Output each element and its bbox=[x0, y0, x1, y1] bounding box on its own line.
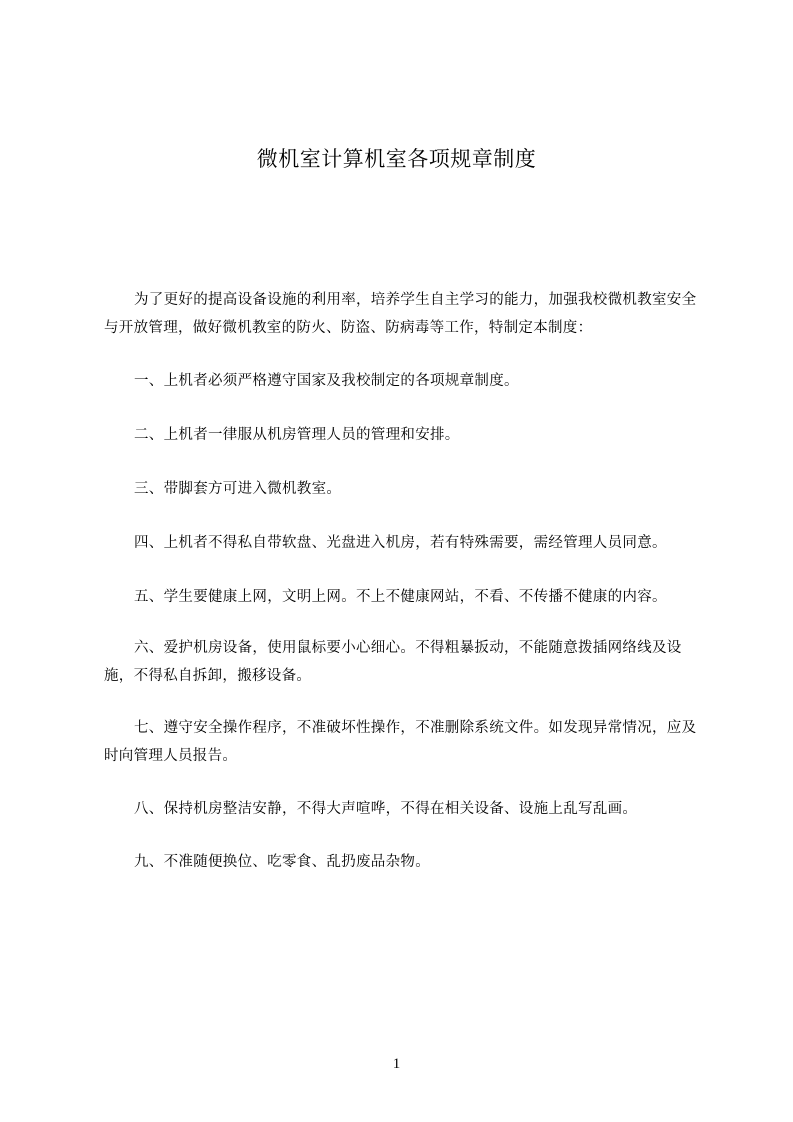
document-title: 微机室计算机室各项规章制度 bbox=[256, 147, 537, 171]
rule-item-4: 四、上机者不得私自带软盘、光盘进入机房，若有特殊需要，需经管理人员同意。 bbox=[134, 535, 667, 551]
page-number: 1 bbox=[392, 1056, 401, 1072]
intro-paragraph: 为了更好的提高设备设施的利用率，培养学生自主学习的能力，加强我校微机教室安全与开放管理，做好微机教室的防火、防盗、防病毒等工作，特制定本制度： bbox=[104, 292, 697, 336]
rule-item-8: 八、保持机房整洁安静，不得大声喧哗，不得在相关设备、设施上乱写乱画。 bbox=[134, 801, 638, 817]
rule-item-1: 一、上机者必须严格遵守国家及我校制定的各项规章制度。 bbox=[134, 373, 519, 389]
rule-item-9: 九、不准随便换位、吃零食、乱扔废品杂物。 bbox=[134, 854, 430, 870]
rule-item-7: 七、遵守安全操作程序，不准破坏性操作，不准删除系统文件。如发现异常情况，应及时向管理人员报告。 bbox=[104, 720, 697, 764]
rule-item-2: 二、上机者一律服从机房管理人员的管理和安排。 bbox=[134, 427, 460, 443]
rule-item-6: 六、爱护机房设备，使用鼠标要小心细心。不得粗暴扳动，不能随意拨插网络线及设施，不得私自拆卸，搬移设备。 bbox=[104, 640, 682, 684]
rule-item-3: 三、带脚套方可进入微机教室。 bbox=[134, 481, 342, 497]
rule-item-5: 五、学生要健康上网，文明上网。不上不健康网站，不看、不传播不健康的内容。 bbox=[134, 589, 667, 605]
